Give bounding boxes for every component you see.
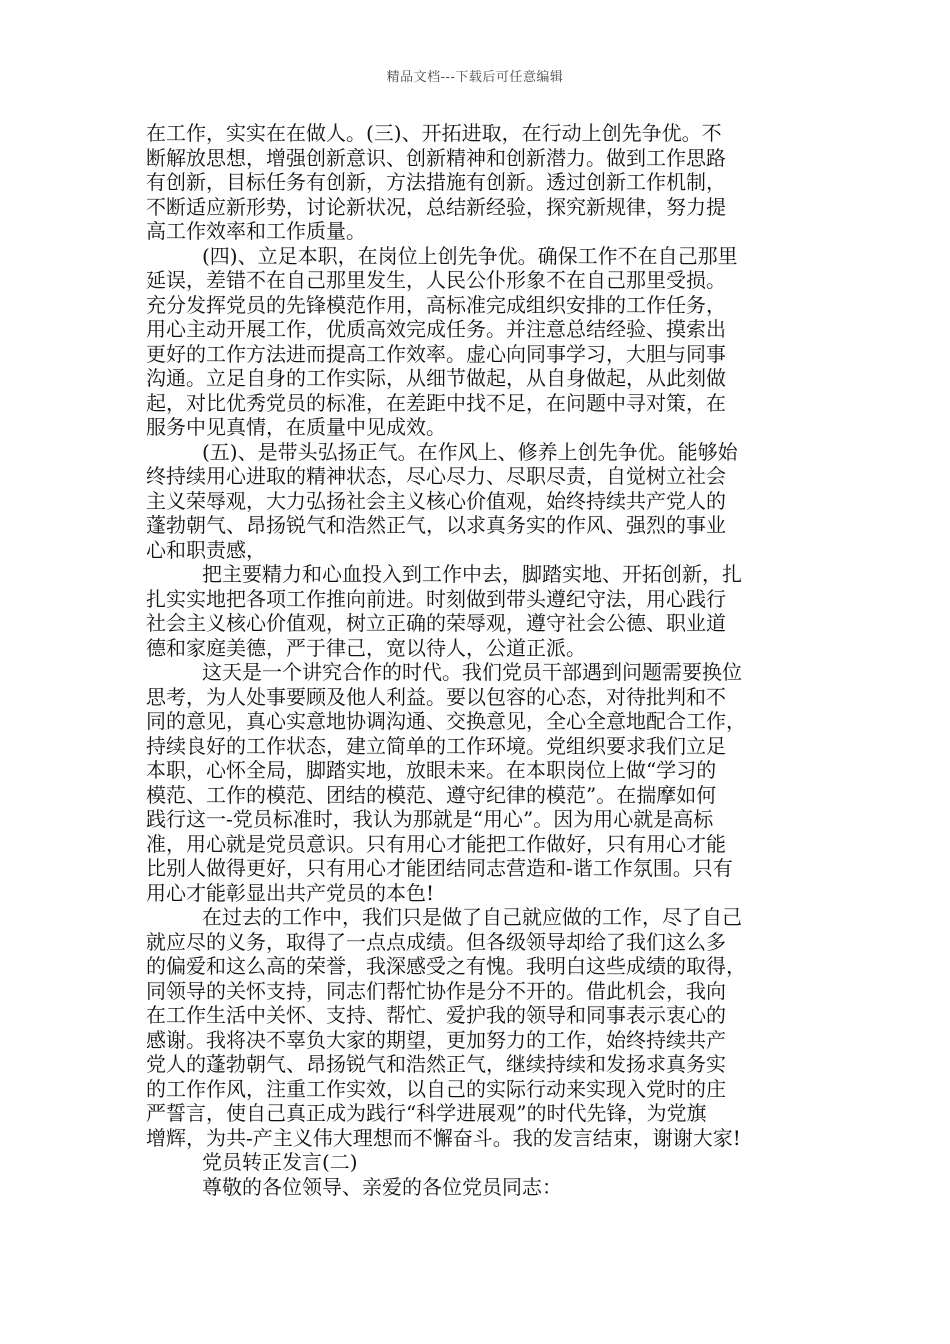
text-line: 增辉，为共-产主义伟大理想而不懈奋斗。我的发言结束，谢谢大家! <box>146 1125 741 1150</box>
paragraph <box>146 660 808 905</box>
text-line: 蓬勃朝气、昂扬锐气和浩然正气，以求真务实的作风、强烈的事业 <box>146 513 726 537</box>
text-line: 扎实实地把各项工作推向前进。时刻做到带头遵纪守法，用心践行 <box>146 586 726 611</box>
text-line: 终持续用心进取的精神状态，尽心尽力、尽职尽责，自觉树立社会 <box>146 464 726 488</box>
text-line: (五)、是带头弘扬正气。在作风上、修养上创先争优。能够始 <box>202 439 738 464</box>
text-line: 在工作生活中关怀、支持、帮忙、爱护我的领导和同事表示衷心的 <box>146 1003 726 1027</box>
text-line: 有创新，目标任务有创新，方法措施有创新。透过创新工作机制， <box>146 170 726 194</box>
text-line: (四)、立足本职，在岗位上创先争优。确保工作不在自己那里 <box>202 243 738 268</box>
text-line: 持续良好的工作状态，建立简单的工作环境。党组织要求我们立足 <box>146 733 726 758</box>
paragraph <box>146 440 808 563</box>
text-line: 高工作效率和工作质量。 <box>146 219 366 243</box>
text-line: 思考，为人处事要顾及他人利益。要以包容的心态，对待批判和不 <box>146 684 726 709</box>
text-line: 准，用心就是党员意识。只有用心才能把工作做好，只有用心才能 <box>146 831 726 856</box>
text-line: 的偏爱和这么高的荣誉，我深感受之有愧。我明白这些成绩的取得， <box>146 954 746 978</box>
text-line: 在过去的工作中，我们只是做了自己就应做的工作，尽了自己 <box>202 905 742 929</box>
text-line: 延误，差错不在自己那里发生，人民公仆形象不在自己那里受损。 <box>146 268 726 292</box>
text-line: 本职，心怀全局，脚踏实地，放眼未来。在本职岗位上做“学习的 <box>146 758 717 782</box>
text-line: 尊敬的各位领导、亲爱的各位党员同志： <box>202 1174 562 1199</box>
text-line: 不断适应新形势，讨论新状况，总结新经验，探究新规律，努力提 <box>146 194 726 219</box>
text-line: 沟通。立足自身的工作实际，从细节做起，从自身做起，从此刻做 <box>146 366 726 390</box>
text-line: 把主要精力和心血投入到工作中去，脚踏实地、开拓创新，扎 <box>202 562 742 586</box>
text-line: 这天是一个讲究合作的时代。我们党员干部遇到问题需要换位 <box>202 660 742 684</box>
text-line: 服务中见真情，在质量中见成效。 <box>146 415 446 439</box>
text-line: 比别人做得更好，只有用心才能团结同志营造和-谐工作氛围。只有 <box>146 856 733 880</box>
text-line: 感谢。我将决不辜负大家的期望，更加努力的工作，始终持续共产 <box>146 1027 726 1052</box>
text-line: 同的意见，真心实意地协调沟通、交换意见，全心全意地配合工作， <box>146 709 746 733</box>
text-line: 用心主动开展工作，优质高效完成任务。并注意总结经验、摸索出 <box>146 317 726 341</box>
text-line: 就应尽的义务，取得了一点点成绩。但各级领导却给了我们这么多 <box>146 929 726 954</box>
text-line: 在工作，实实在在做人。(三)、开拓进取，在行动上创先争优。不 <box>146 121 722 145</box>
text-line: 心和职责感， <box>146 537 266 562</box>
paragraph <box>146 905 808 1150</box>
text-line: 同领导的关怀支持，同志们帮忙协作是分不开的。借此机会，我向 <box>146 978 726 1003</box>
text-line: 践行这一-党员标准时，我认为那就是“用心”。因为用心就是高标 <box>146 807 714 831</box>
paragraph <box>146 1150 808 1175</box>
page-header: 精品文档---下载后可任意编辑 <box>386 70 564 85</box>
paragraph <box>146 121 808 244</box>
text-line: 起，对比优秀党员的标准，在差距中找不足，在问题中寻对策，在 <box>146 390 726 415</box>
text-line: 用心才能彰显出共产党员的本色! <box>146 880 435 905</box>
text-line: 严誓言，使自己真正成为践行“科学进展观”的时代先锋，为党旗 <box>146 1101 707 1125</box>
paragraph <box>146 244 808 440</box>
text-line: 主义荣辱观，大力弘扬社会主义核心价值观，始终持续共产党人的 <box>146 488 726 513</box>
text-line: 德和家庭美德，严于律己，宽以待人，公道正派。 <box>146 635 586 660</box>
text-line: 党员转正发言(二) <box>202 1150 358 1174</box>
paragraph <box>146 562 808 660</box>
text-line: 断解放思想，增强创新意识、创新精神和创新潜力。做到工作思路 <box>146 145 726 170</box>
text-line: 社会主义核心价值观，树立正确的荣辱观，遵守社会公德、职业道 <box>146 611 726 635</box>
paragraph <box>146 1175 808 1200</box>
text-line: 模范、工作的模范、团结的模范、遵守纪律的模范”。在揣摩如何 <box>146 782 717 807</box>
text-line: 更好的工作方法进而提高工作效率。虚心向同事学习，大胆与同事 <box>146 341 726 366</box>
document-body <box>146 121 808 1199</box>
text-line: 的工作作风，注重工作实效，以自己的实际行动来实现入党时的庄 <box>146 1076 726 1101</box>
text-line: 党人的蓬勃朝气、昂扬锐气和浩然正气，继续持续和发扬求真务实 <box>146 1052 726 1076</box>
text-line: 充分发挥党员的先锋模范作用，高标准完成组织安排的工作任务， <box>146 292 726 317</box>
